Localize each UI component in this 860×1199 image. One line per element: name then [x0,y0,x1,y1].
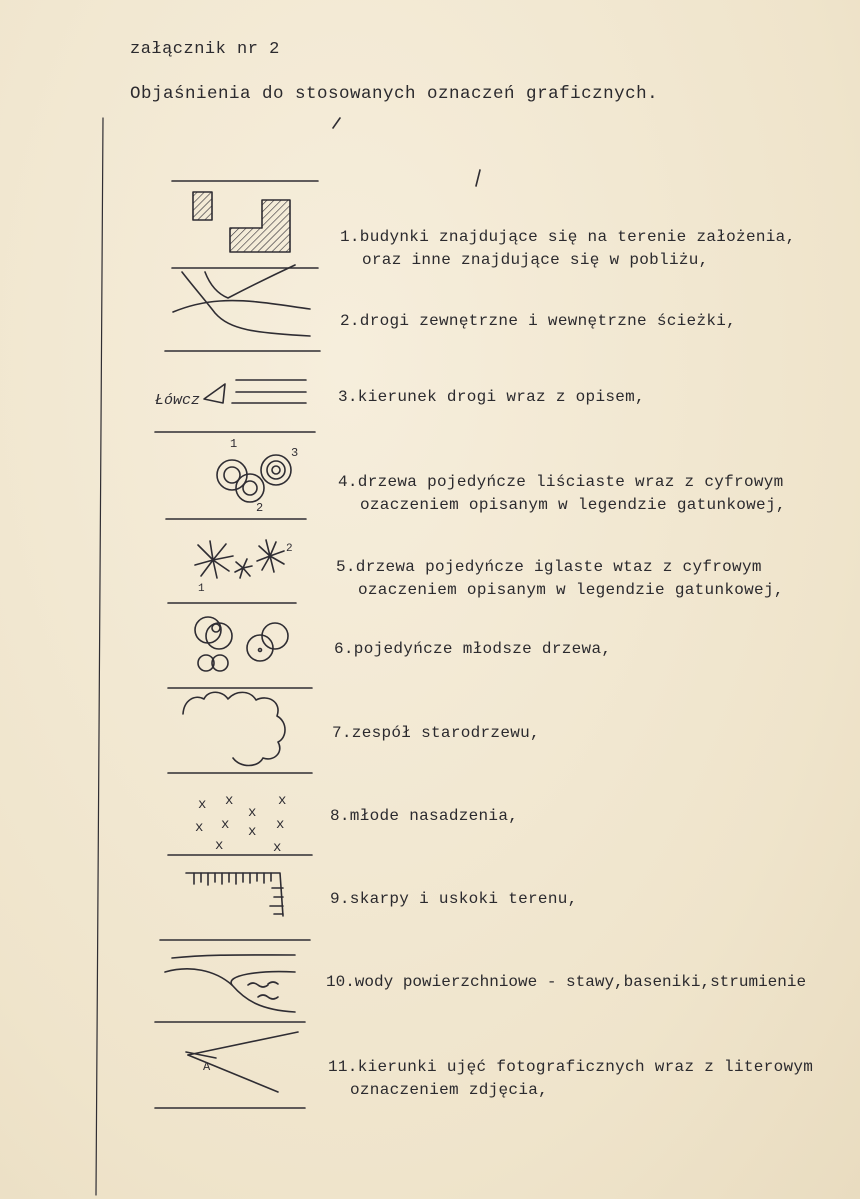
legend-item-9: 9.skarpy i uskoki terenu, [330,890,578,908]
deciduous-number-3: 3 [291,446,299,460]
photo-direction-symbol [186,1032,298,1092]
photo-letter: A [203,1060,211,1074]
pencil-marks [333,118,480,186]
page-title: Objaśnienia do stosowanych oznaczeń graficznych. [130,84,659,104]
young-trees-symbol [195,617,288,671]
conifer-trees-symbol [195,540,293,595]
deciduous-trees-symbol [217,437,298,515]
road-direction-symbol [155,380,306,409]
conifer-number-1: 1 [198,583,205,595]
road-direction-label: Łówcz [155,392,201,409]
svg-text:x: x [195,820,204,836]
legend-item-7: 7.zespół starodrzewu, [332,724,540,742]
svg-text:x: x [215,838,224,854]
legend-item-3: 3.kierunek drogi wraz z opisem, [338,388,645,406]
legend-item-2: 2.drogi zewnętrzne i wewnętrzne ścieżki, [340,312,737,330]
legend-item-5: 5.drzewa pojedyńcze iglaste wtaz z cyfrowym ozaczeniem opisanym w legendzie gatunkowej, [336,558,784,599]
deciduous-number-1: 1 [230,437,238,451]
svg-text:x: x [278,793,287,809]
margin-line [96,118,103,1195]
attachment-label: załącznik nr 2 [130,40,280,59]
legend-item-8: 8.młode nasadzenia, [330,807,519,825]
roads-symbol [173,265,310,336]
deciduous-number-2: 2 [256,501,264,515]
svg-text:x: x [273,840,282,856]
old-tree-group-symbol [183,692,285,765]
svg-text:x: x [221,817,230,833]
svg-text:x: x [276,817,285,833]
svg-text:x: x [248,805,257,821]
surface-water-symbol [165,955,295,1012]
conifer-number-2: 2 [286,543,293,555]
legend-item-1: 1.budynki znajdujące się na terenie założenia, oraz inne znajdujące się w pobliżu, [340,228,796,269]
legend-item-6: 6.pojedyńcze młodsze drzewa, [334,640,612,658]
legend-item-11: 11.kierunki ujęć fotograficznych wraz z literowym oznaczeniem zdjęcia, [328,1058,814,1099]
svg-text:x: x [248,824,257,840]
legend-item-4: 4.drzewa pojedyńcze liściaste wraz z cyfrowym ozaczeniem opisanym w legendzie gatunkowej, [338,473,786,514]
svg-text:x: x [198,797,207,813]
svg-text:x: x [225,793,234,809]
escarpment-symbol [186,873,283,916]
legend-item-10: 10.wody powierzchniowe - stawy,baseniki,strumienie [326,973,807,991]
buildings-symbol [193,192,290,252]
young-plantings-symbol [195,793,286,856]
